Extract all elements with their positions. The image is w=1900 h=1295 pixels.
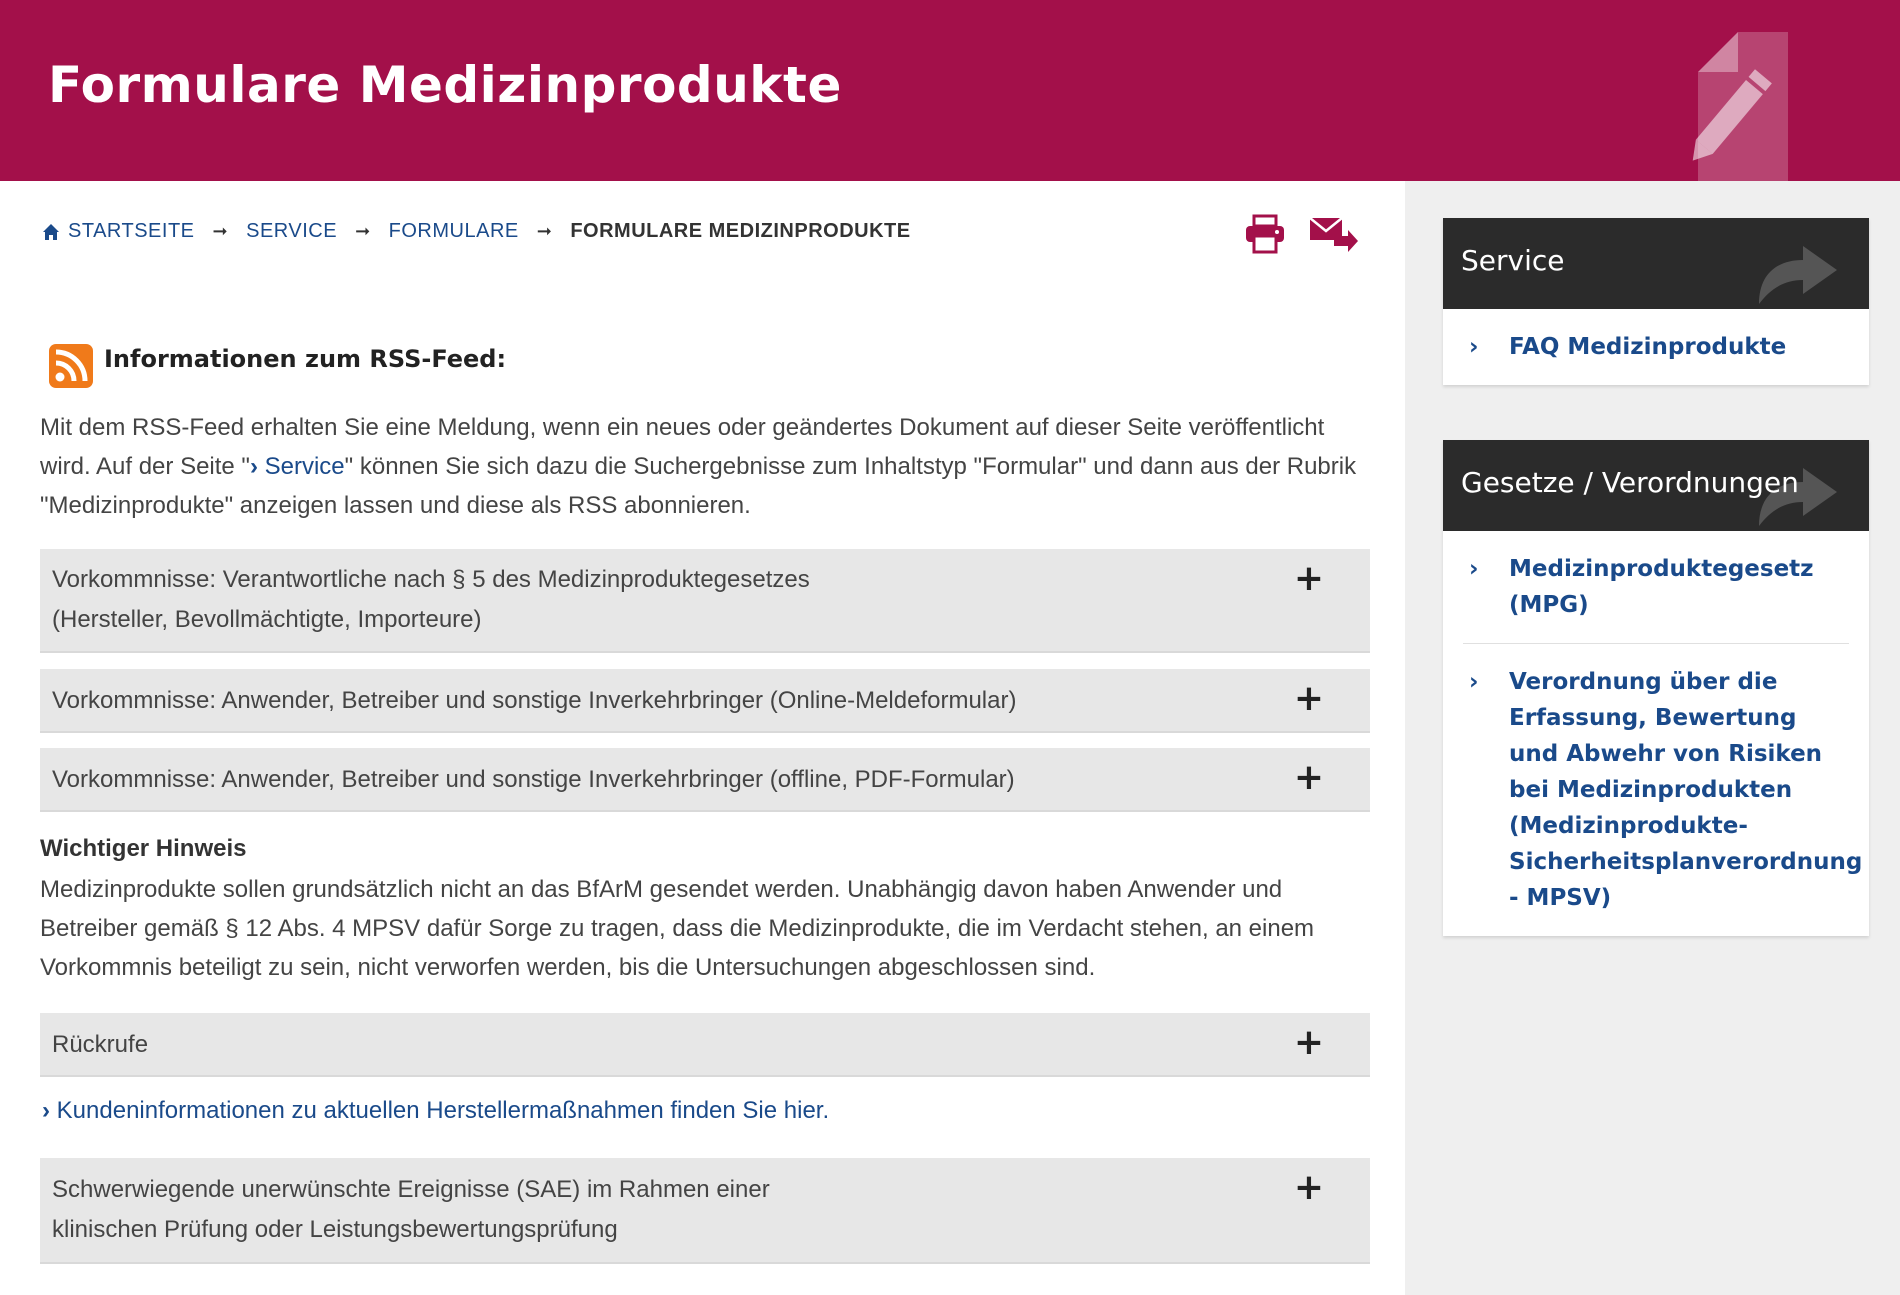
breadcrumb xyxy=(42,220,911,243)
breadcrumb-item-startseite[interactable]: STARTSEITE xyxy=(68,220,195,242)
accordion-rueckrufe[interactable] xyxy=(40,1013,1370,1077)
print-icon[interactable] xyxy=(1244,214,1286,254)
breadcrumb-separator: ➞ xyxy=(355,221,371,241)
page-header xyxy=(0,0,1900,181)
notice-title: Wichtiger Hinweis xyxy=(40,835,247,862)
rss-feed-title: Informationen zum RSS-Feed: xyxy=(104,345,507,373)
expand-plus-icon[interactable]: + xyxy=(1293,757,1324,798)
sidebar-box-service xyxy=(1443,218,1869,385)
chevron-right-icon: › xyxy=(1469,334,1479,360)
rss-feed-description xyxy=(40,408,1370,525)
sidebar-link-mpsv[interactable]: › Verordnung über die Erfassung, Bewertung und Abwehr von Risiken bei Medizinprodukten (Medizinprodukte-Sicherheitsplanverordnung - MPSV) xyxy=(1443,644,1869,936)
accordion-vorkommnisse-verantwortliche[interactable] xyxy=(40,549,1370,653)
accordion-label: Rückrufe xyxy=(52,1031,149,1058)
rss-icon[interactable] xyxy=(48,343,94,389)
sidebar-link-mpg[interactable]: › Medizinproduktegesetz (MPG) xyxy=(1443,531,1869,643)
sidebar-box-header xyxy=(1443,440,1869,531)
document-edit-icon xyxy=(1678,32,1828,182)
accordion-vorkommnisse-offline[interactable] xyxy=(40,748,1370,812)
accordion-sae[interactable] xyxy=(40,1158,1370,1264)
service-link[interactable]: Service xyxy=(264,453,345,480)
share-arrow-icon xyxy=(1753,238,1841,308)
expand-plus-icon[interactable]: + xyxy=(1293,1022,1324,1063)
rss-text-part2: " können Sie sich dazu die Suchergebnisse zum Inhaltstyp "Formular" und dann aus der Rubrik "Medizinprodukte" anzeigen lassen und diese als RSS abonnieren. xyxy=(40,453,1357,519)
sidebar-box-title: Service xyxy=(1461,244,1565,277)
sidebar-box-title: Gesetze / Verordnungen xyxy=(1461,466,1799,499)
chevron-right-icon: › xyxy=(42,1097,50,1124)
accordion-label: Vorkommnisse: Verantwortliche nach § 5 des Medizinproduktegesetzes (Hersteller, Bevollmächtigte, Importeure) xyxy=(52,566,810,633)
breadcrumb-current: FORMULARE MEDIZINPRODUKTE xyxy=(570,220,911,242)
mail-forward-icon[interactable] xyxy=(1308,214,1358,254)
breadcrumb-separator: ➞ xyxy=(536,221,553,241)
chevron-right-icon: › xyxy=(1469,556,1479,582)
expand-plus-icon[interactable]: + xyxy=(1293,558,1324,599)
breadcrumb-item-formulare[interactable]: FORMULARE xyxy=(388,220,519,242)
accordion-label: Schwerwiegende unerwünschte Ereignisse (SAE) im Rahmen einer klinischen Prüfung oder Leistungsbewertungsprüfung xyxy=(52,1176,770,1243)
expand-plus-icon[interactable]: + xyxy=(1293,1167,1324,1208)
accordion-label: Vorkommnisse: Anwender, Betreiber und sonstige Inverkehrbringer (offline, PDF-Formular) xyxy=(52,766,1015,793)
share-arrow-icon xyxy=(1753,460,1841,530)
rss-text-part1: Mit dem RSS-Feed erhalten Sie eine Meldung, wenn ein neues oder geändertes Dokument auf dieser Seite veröffentlicht wird. Auf der Seite " xyxy=(40,414,1325,480)
home-icon xyxy=(42,223,60,241)
page-title: Formulare Medizinprodukte xyxy=(48,56,842,114)
sidebar-link-faq[interactable]: › FAQ Medizinprodukte xyxy=(1443,309,1869,385)
accordion-vorkommnisse-online[interactable] xyxy=(40,669,1370,733)
notice-text: Medizinprodukte sollen grundsätzlich nicht an das BfArM gesendet werden. Unabhängig davon haben Anwender und Betreiber gemäß § 12 Abs. 4 MPSV dafür Sorge zu tragen, dass die Medizinprodukte, die im Verdacht stehen, an einem Vorkommnis beteiligt zu sein, nicht verworfen werden, bis die Untersuchungen abgeschlossen sind. xyxy=(40,876,1315,981)
sidebar-box-gesetze xyxy=(1443,440,1869,936)
breadcrumb-item-service[interactable]: SERVICE xyxy=(246,220,338,242)
expand-plus-icon[interactable]: + xyxy=(1293,678,1324,719)
breadcrumb-separator: ➞ xyxy=(212,221,229,241)
accordion-label: Vorkommnisse: Anwender, Betreiber und sonstige Inverkehrbringer (Online-Meldeformular) xyxy=(52,687,1017,714)
customer-info-link[interactable]: › Kundeninformationen zu aktuellen Herstellermaßnahmen finden Sie hier. xyxy=(42,1097,830,1124)
chevron-right-icon: › xyxy=(1469,669,1479,695)
sidebar-box-header xyxy=(1443,218,1869,309)
chevron-right-icon: › xyxy=(249,453,258,480)
